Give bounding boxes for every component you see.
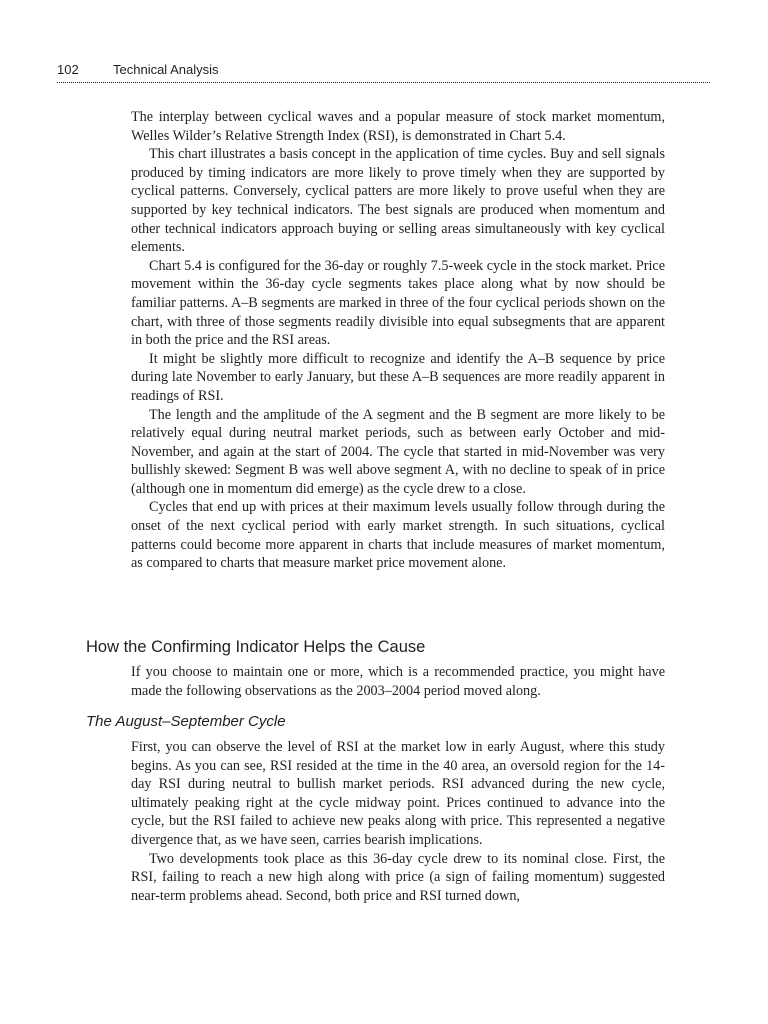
section-heading: How the Confirming Indicator Helps the Cause <box>86 638 426 656</box>
section-text-block <box>131 663 665 700</box>
paragraph: The interplay between cyclical waves and a popular measure of stock market momentum, Welles Wilder’s Relative Strength Index (RSI), is demonstrated in Chart 5.4. <box>131 109 665 144</box>
paragraph: It might be slightly more difficult to recognize and identify the A–B sequence by price during late November to early January, but these A–B sequences are more readily apparent in readings of RSI. <box>131 350 665 404</box>
subsection-heading: The August–September Cycle <box>86 713 286 730</box>
subsection-text-block <box>131 738 665 905</box>
book-title: Technical Analysis <box>113 62 219 77</box>
running-head <box>57 61 710 83</box>
paragraph: Cycles that end up with prices at their maximum levels usually follow through during the onset of the next cyclical period with early market strength. In such situations, cyclical patterns could become more apparent in charts that include measures of market momentum, as compared to charts that measure market price movement alone. <box>131 499 665 572</box>
header-dotted-rule <box>57 82 710 83</box>
paragraph: First, you can observe the level of RSI at the market low in early August, where this study begins. As you can see, RSI resided at the time in the 40 area, an oversold region for the 14-day RSI during neutral to bullish market periods. RSI advanced during the new cycle, ultimately peaking right at the cycle midway point. Prices continued to advance into the cycle, but the RSI failed to achieve new peaks along with price. This represented a negative divergence that, as we have seen, carries bearish implications. <box>131 739 665 848</box>
paragraph: Chart 5.4 is configured for the 36-day or roughly 7.5-week cycle in the stock market. Price movement within the 36-day cycle segments takes place along what by now should be familiar patterns. A–B segments are marked in three of the four cyclical periods shown on the chart, with three of those segments readily divisible into equal subsegments that are apparent in both the price and the RSI areas. <box>131 257 665 349</box>
paragraph: Two developments took place as this 36-day cycle drew to its nominal close. First, the RSI, failing to reach a new high along with price (a sign of failing momentum) suggested near-term problems ahead. Second, both price and RSI turned down, <box>131 850 665 904</box>
paragraph: This chart illustrates a basis concept in the application of time cycles. Buy and sell signals produced by timing indicators are more likely to prove timely when they are supported by cyclical patterns. Conversely, cyclical patters are more likely to prove useful when they are supported by key technical indicators. The best signals are produced when momentum and other technical indicators approach buying or selling areas simultaneously with key cyclical elements. <box>131 146 665 256</box>
paragraph: The length and the amplitude of the A segment and the B segment are more likely to be relatively equal during neutral market periods, such as between early October and mid-November, and again at the start of 2004. The cycle that started in mid-November was very bullishly skewed: Segment B was well above segment A, with no decline to speak of in price (although one in momentum did emerge) as the cycle drew to a close. <box>131 406 665 497</box>
intro-text-block <box>131 108 665 573</box>
page-number: 102 <box>57 62 79 77</box>
paragraph: If you choose to maintain one or more, which is a recommended practice, you might have made the following observations as the 2003–2004 period moved along. <box>131 664 665 699</box>
